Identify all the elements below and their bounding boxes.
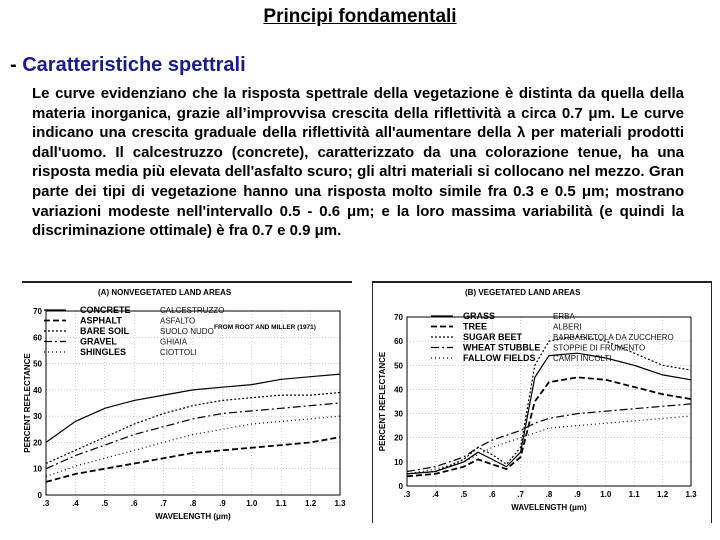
legend-italian-label: SUOLO NUDO [160, 327, 214, 336]
y-tick-label: 70 [394, 313, 403, 322]
x-tick-label: .9 [219, 499, 226, 508]
chart-source-note: FROM ROOT AND MILLER (1971) [214, 324, 316, 331]
legend-entry: FALLOW FIELDS [463, 353, 536, 363]
chart-title: (B) VEGETATED LAND AREAS [465, 288, 581, 297]
y-tick-label: 20 [394, 433, 403, 443]
x-tick-label: 1.1 [628, 490, 640, 499]
legend-entry: TREE [463, 321, 488, 332]
legend-italian-label: ALBERI [553, 322, 582, 332]
legend-entry: SUGAR BEET [463, 332, 523, 342]
y-tick-label: 60 [394, 337, 403, 347]
y-tick-label: 50 [394, 361, 403, 371]
x-tick-label: 1.3 [685, 490, 697, 499]
y-tick-label: 40 [394, 385, 403, 395]
series-line-concrete [46, 374, 340, 442]
subtitle-dash: - [10, 54, 17, 76]
y-tick-label: 0 [398, 482, 403, 491]
y-tick-label: 20 [33, 438, 42, 448]
x-tick-label: .7 [160, 499, 167, 508]
chart-nonvegetated [22, 283, 352, 523]
legend-italian-label: CIOTTOLI [160, 348, 197, 357]
x-tick-label: .5 [101, 499, 109, 508]
x-tick-label: .3 [403, 490, 411, 499]
body-paragraph: Le curve evidenziano che la risposta spettrale della vegetazione è distinta da quella della materia inorganica, grazie all’improvvisa crescita della riflettività a circa 0.7 μm. Le curve indicano una crescita graduale della riflettività all'aumentare della λ per materiali prodotti dall'uomo. Il calcestruzzo (concrete), caratterizzato da una colorazione tenue, ha una risposta media più elevata dell'asfalto scuro; gli altri materiali si collocano nel mezzo. Gran parte dei tipi di vegetazione hanno una risposta molto simile fra 0.3 e 0.5 μm; mostrano variazioni modeste nell'intervallo 0.5 - 0.6 μm; e la loro massima variabilità (e quindi la discriminazione ottimale) è fra 0.7 e 0.9 μm. [32, 85, 684, 240]
legend-entry: WHEAT STUBBLE [463, 342, 541, 353]
y-tick-label: 30 [394, 409, 403, 419]
x-tick-label: .6 [488, 490, 496, 499]
figure-nonvegetated [22, 281, 352, 523]
x-tick-label: .5 [460, 490, 468, 499]
y-tick-label: 50 [33, 359, 42, 369]
chart-vegetated [373, 283, 711, 523]
x-tick-label: 1.2 [305, 499, 317, 508]
x-tick-label: 1.3 [334, 499, 346, 508]
slide-subtitle [10, 54, 246, 77]
chart-title: (A) NONVEGETATED LAND AREAS [98, 288, 232, 297]
x-tick-label: 1.2 [657, 490, 669, 499]
x-tick-label: .8 [189, 499, 197, 508]
y-tick-label: 60 [33, 333, 42, 343]
legend-entry: GRAVEL [80, 336, 117, 347]
slide-title: Principi fondamentali [263, 6, 457, 27]
x-tick-label: .8 [545, 490, 553, 499]
legend-italian-label: STOPPIE DI FRUMENTO [553, 343, 646, 353]
x-tick-label: .4 [72, 499, 79, 508]
legend-italian-label: ERBA [553, 312, 575, 321]
y-tick-label: 40 [33, 385, 42, 395]
legend-italian-label: ASFALTO [160, 316, 196, 326]
legend-italian-label: BARBABIETOLA DA ZUCCHERO [553, 333, 674, 342]
legend-entry: GRASS [463, 311, 496, 321]
x-tick-label: 1.0 [600, 490, 612, 499]
x-tick-label: .3 [42, 499, 50, 508]
y-tick-label: 10 [33, 464, 42, 474]
y-tick-label: 0 [37, 491, 42, 500]
y-axis-label: PERCENT REFLECTANCE [378, 351, 387, 452]
x-axis-label: WAVELENGTH (μm) [511, 503, 587, 512]
x-tick-label: .7 [517, 490, 524, 499]
legend-italian-label: CALCESTRUZZO [160, 306, 225, 315]
x-tick-label: 1.0 [246, 499, 258, 508]
y-tick-label: 10 [394, 457, 403, 467]
legend-italian-label: CAMPI INCOLTI [553, 354, 612, 363]
figure-vegetated [372, 281, 712, 523]
y-tick-label: 70 [33, 307, 42, 316]
legend-italian-label: GHIAIA [160, 337, 188, 347]
y-tick-label: 30 [33, 412, 42, 422]
x-tick-label: .4 [432, 490, 439, 499]
x-tick-label: .6 [130, 499, 138, 508]
x-tick-label: .9 [574, 490, 581, 499]
legend-entry: BARE SOIL [80, 326, 130, 336]
legend-entry: CONCRETE [80, 305, 131, 315]
legend-entry: SHINGLES [80, 347, 127, 357]
x-axis-label: WAVELENGTH (μm) [155, 512, 231, 521]
x-tick-label: 1.1 [275, 499, 287, 508]
subtitle-text: Caratteristiche spettrali [22, 54, 246, 76]
y-axis-label: PERCENT REFLECTANCE [23, 353, 32, 453]
legend-entry: ASPHALT [80, 315, 122, 326]
